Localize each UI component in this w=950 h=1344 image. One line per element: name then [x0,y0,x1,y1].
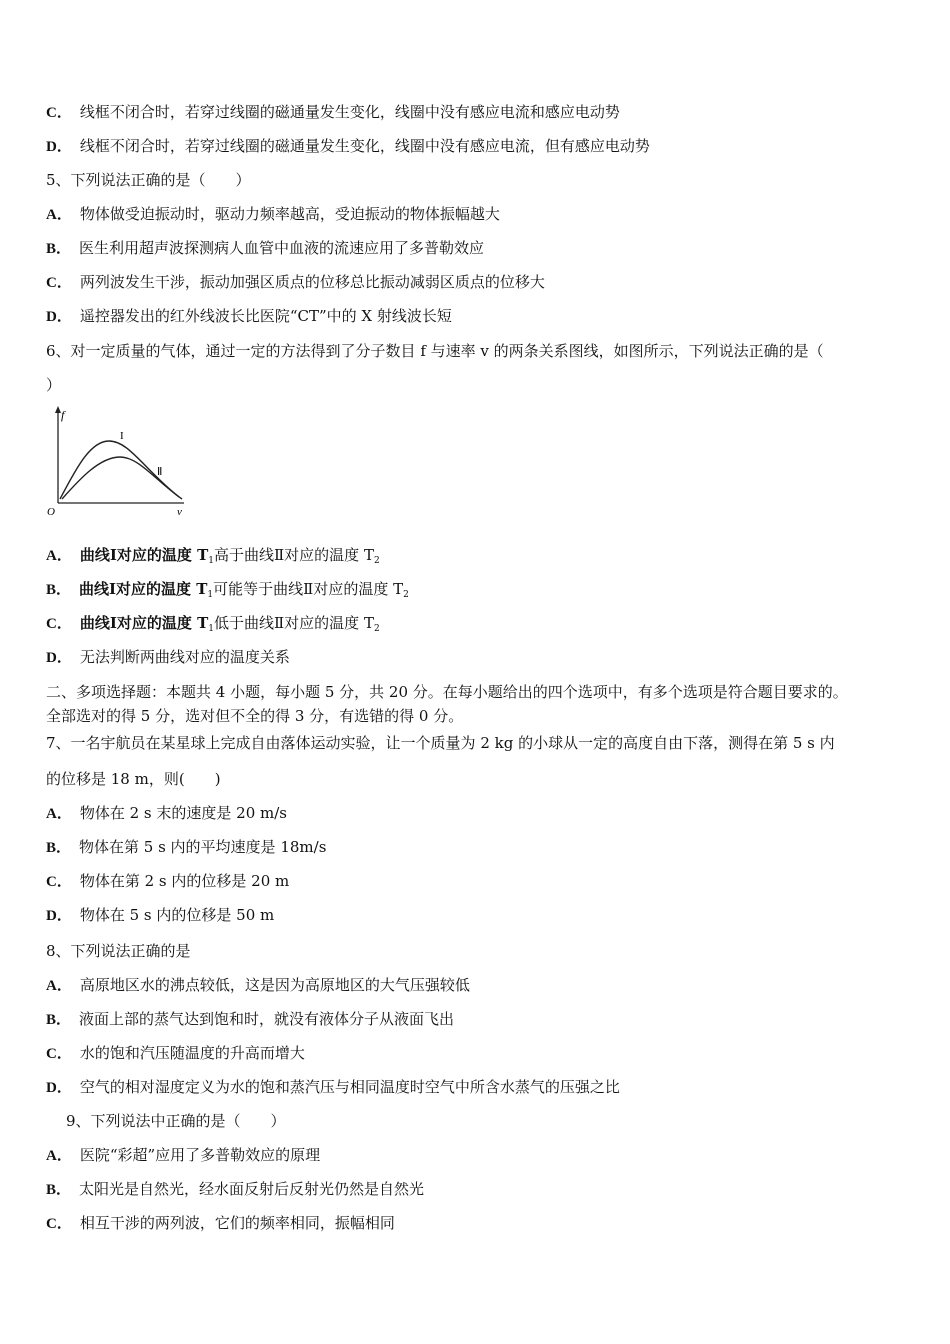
option-text: 两列波发生干涉，振动加强区质点的位移总比振动减弱区质点的位移大 [79,273,545,291]
q4-option-c [46,102,620,123]
option-text: 曲线Ⅰ对应的温度 $T_1$高于曲线Ⅱ对应的温度 $T_2$ [79,546,380,566]
option-text: 曲线Ⅰ对应的温度 $T_1$可能等于曲线Ⅱ对应的温度 $T_2$ [79,580,409,600]
option-label: C． [46,616,72,632]
option-text: 物体做受迫振动时，驱动力频率越高，受迫振动的物体振幅越大 [79,205,500,223]
q6-option-a [46,545,380,571]
option-text: 遥控器发出的红外线波长比医院“CT”中的 X 射线波长短 [79,307,452,325]
option-text: 线框不闭合时，若穿过线圈的磁通量发生变化，线圈中没有感应电流和感应电动势 [79,103,620,121]
q4-option-d [46,136,650,157]
q5-option-b [46,238,484,259]
option-text: 水的饱和汽压随温度的升高而增大 [79,1044,305,1062]
q5-option-a [46,204,500,225]
q9-option-a [46,1145,320,1166]
q9-option-b [46,1179,424,1200]
q6-stem-line1: 6、对一定质量的气体，通过一定的方法得到了分子数目 f 与速率 v 的两条关系图线，如图所示，下列说法正确的是（ [46,342,824,360]
q7-stem-line1: 7、一名宇航员在某星球上完成自由落体运动实验，让一个质量为 2 kg 的小球从一定的高度自由下落，测得在第 5 s 内 [46,734,835,752]
q6-option-d [46,647,290,668]
option-label: C． [46,1216,72,1232]
x-axis-label: v [177,506,182,518]
option-label: A． [46,978,72,994]
option-label: A． [46,1148,72,1164]
section-2-instructions-line1: 二、多项选择题：本题共 4 小题，每小题 5 分，共 20 分。在每小题给出的四个选项中，有多个选项是符合题目要求的。 [46,683,848,701]
y-axis-label: f [61,408,65,422]
option-label: B． [46,241,72,257]
option-text: 相互干涉的两列波，它们的频率相同，振幅相同 [79,1214,395,1232]
option-text: 太阳光是自然光，经水面反射后反射光仍然是自然光 [79,1180,425,1198]
option-label: B． [46,582,72,598]
q6-option-c [46,613,380,639]
curve-1-label: I [120,430,124,442]
q7-stem-line2: 的位移是 18 m，则( ) [46,770,221,788]
option-text: 物体在第 2 s 内的位移是 20 m [79,872,290,890]
q6-speed-distribution-figure [44,403,194,521]
option-text: 线框不闭合时，若穿过线圈的磁通量发生变化，线圈中没有感应电流，但有感应电动势 [79,137,650,155]
option-label: D． [46,908,72,924]
q6-stem-line2: ） [46,376,62,394]
option-label: B． [46,1182,72,1198]
q7-option-b [46,837,326,858]
option-text: 曲线Ⅰ对应的温度 $T_1$低于曲线Ⅱ对应的温度 $T_2$ [79,614,380,634]
option-label: C． [46,105,72,121]
option-text: 无法判断两曲线对应的温度关系 [79,648,290,666]
q9-option-c [46,1213,395,1234]
option-text: 空气的相对湿度定义为水的饱和蒸汽压与相同温度时空气中所含水蒸气的压强之比 [79,1078,620,1096]
q7-option-c [46,871,289,892]
q7-option-d [46,905,274,926]
option-label: D． [46,309,72,325]
q5-option-c [46,272,545,293]
option-text: 医院“彩超”应用了多普勒效应的原理 [79,1146,321,1164]
option-label: D． [46,139,72,155]
q8-option-b [46,1009,454,1030]
q5-option-d [46,306,452,327]
option-label: A． [46,207,72,223]
option-text: 液面上部的蒸气达到饱和时，就没有液体分子从液面飞出 [79,1010,455,1028]
curve-2-label: Ⅱ [157,466,163,478]
option-text: 医生利用超声波探测病人血管中血液的流速应用了多普勒效应 [79,239,485,257]
origin-label: O [47,506,55,518]
q8-option-d [46,1077,620,1098]
q9-stem: 9、下列说法中正确的是（ ） [66,1112,286,1130]
option-label: B． [46,840,72,856]
option-text: 高原地区水的沸点较低，这是因为高原地区的大气压强较低 [79,976,470,994]
option-label: A． [46,806,72,822]
option-label: C． [46,1046,72,1062]
q5-stem: 5、下列说法正确的是（ ） [46,171,251,189]
q8-stem: 8、下列说法正确的是 [46,942,191,960]
q6-option-b [46,579,409,605]
option-label: B． [46,1012,72,1028]
option-text: 物体在 5 s 内的位移是 50 m [79,906,275,924]
option-label: A． [46,548,72,564]
q8-option-a [46,975,470,996]
option-label: C． [46,275,72,291]
option-label: C． [46,874,72,890]
q7-option-a [46,803,287,824]
option-label: D． [46,1080,72,1096]
option-text: 物体在 2 s 末的速度是 20 m/s [79,804,287,822]
option-label: D． [46,650,72,666]
option-text: 物体在第 5 s 内的平均速度是 18m/s [79,838,327,856]
section-2-instructions-line2: 全部选对的得 5 分，选对但不全的得 3 分，有选错的得 0 分。 [46,707,464,725]
q8-option-c [46,1043,305,1064]
